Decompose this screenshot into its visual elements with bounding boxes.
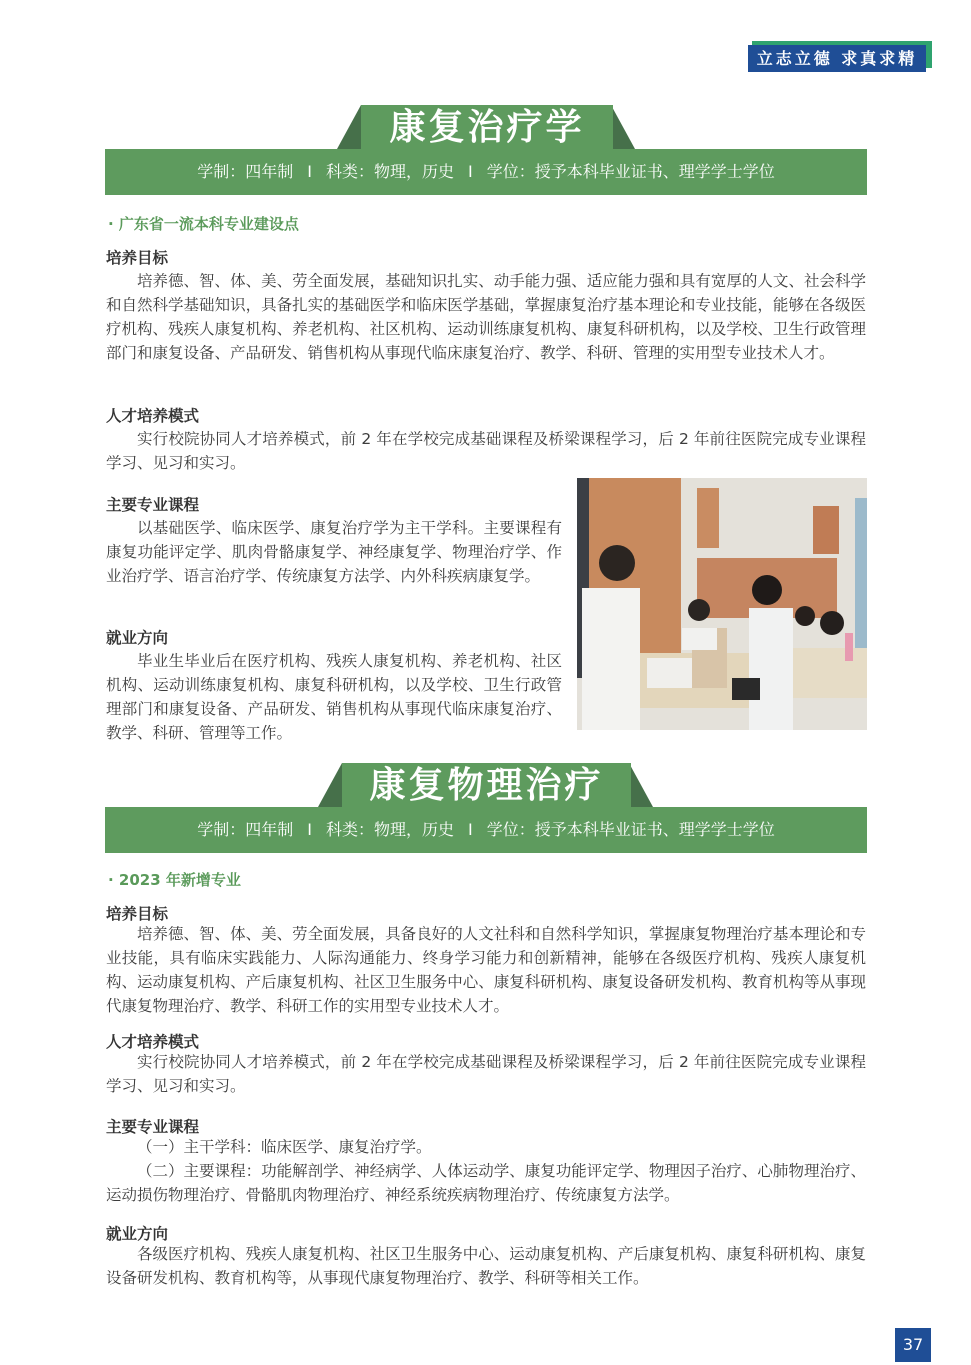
section-badge: · 广东省一流本科专业建设点 xyxy=(108,215,299,233)
block-heading: 人才培养模式 xyxy=(106,407,200,425)
page-number: 37 xyxy=(895,1328,931,1362)
classroom-photo xyxy=(577,478,867,730)
title-tab-left-fold xyxy=(337,105,361,149)
block-heading: 就业方向 xyxy=(106,1225,169,1243)
block-heading: 培养目标 xyxy=(106,249,169,267)
block-text: 各级医疗机构、残疾人康复机构、社区卫生服务中心、运动康复机构、产后康复机构、康复科研机构、康复设备研发机构、教育机构等，从事现代康复物理治疗、教学、科研等相关工作。 xyxy=(106,1245,866,1287)
info-separator: I xyxy=(307,820,312,839)
motto-banner: 立志立德 求真求精 xyxy=(748,45,926,72)
block-text: 培养德、智、体、美、劳全面发展，具备良好的人文社科和自然科学知识，掌握康复物理治疗基本理论和专业技能，具有临床实践能力、人际沟通能力、终身学习能力和创新精神，能够在各级医疗机构、残疾人康复机构、运动康复机构、产后康复机构、社区卫生服务中心、康复科研机构、康复设备研发机构、教育机构等从事现代康复物理治疗、教学、科研工作的实用型专业技术人才。 xyxy=(106,925,866,1015)
title-tab-left-fold xyxy=(318,763,342,807)
section-title: 康复物理治疗 xyxy=(342,763,631,807)
info-duration: 学制：四年制 xyxy=(197,820,294,839)
info-duration: 学制：四年制 xyxy=(197,162,294,181)
section-badge: · 2023 年新增专业 xyxy=(108,871,241,889)
block-heading: 培养目标 xyxy=(106,905,169,923)
block-text: 实行校院协同人才培养模式，前 2 年在学校完成基础课程及桥梁课程学习，后 2 年前往医院完成专业课程学习、见习和实习。 xyxy=(106,1053,866,1095)
block-heading: 主要专业课程 xyxy=(106,1118,200,1136)
block-text: 培养德、智、体、美、劳全面发展，基础知识扎实、动手能力强、适应能力强和具有宽厚的人文、社会科学和自然科学基础知识，具备扎实的基础医学和临床医学基础，掌握康复治疗基本理论和专业技能，能够在各级医疗机构、残疾人康复机构、养老机构、社区机构、运动训练康复机构、康复科研机构，以及学校、卫生行政管理部门和康复设备、产品研发、销售机构从事现代临床康复治疗、教学、科研、管理的实用型专业技术人才。 xyxy=(106,272,866,362)
info-subjects: 科类：物理，历史 xyxy=(325,820,454,839)
block-heading: 就业方向 xyxy=(106,629,169,647)
block-text: 毕业生毕业后在医疗机构、残疾人康复机构、养老机构、社区机构、运动训练康复机构、康复科研机构，以及学校、卫生行政管理部门和康复设备、产品研发、销售机构从事现代临床康复治疗、教学、科研、管理等工作。 xyxy=(106,652,562,742)
block-heading: 主要专业课程 xyxy=(106,496,200,514)
info-subjects: 科类：物理，历史 xyxy=(325,162,454,181)
info-bar xyxy=(105,149,867,195)
block-text-main-courses: （二）主要课程：功能解剖学、神经病学、人体运动学、康复功能评定学、物理因子治疗、心肺物理治疗、运动损伤物理治疗、骨骼肌肉物理治疗、神经系统疾病物理治疗、传统康复方法学。 xyxy=(106,1162,866,1204)
block-text: 实行校院协同人才培养模式，前 2 年在学校完成基础课程及桥梁课程学习，后 2 年前往医院完成专业课程学习、见习和实习。 xyxy=(106,430,866,472)
photo-illustration xyxy=(577,478,867,730)
info-separator: I xyxy=(468,162,473,181)
info-degree: 学位：授予本科毕业证书、理学学士学位 xyxy=(486,162,775,181)
block-text-main-subjects: （一）主干学科：临床医学、康复治疗学。 xyxy=(137,1138,432,1156)
title-tab-right-fold xyxy=(629,763,653,807)
block-text: 以基础医学、临床医学、康复治疗学为主干学科。主要课程有康复功能评定学、肌肉骨骼康复学、神经康复学、物理治疗学、作业治疗学、语言治疗学、传统康复方法学、内外科疾病康复学。 xyxy=(106,519,562,585)
title-tab-right-fold xyxy=(611,105,635,149)
info-separator: I xyxy=(468,820,473,839)
info-degree: 学位：授予本科毕业证书、理学学士学位 xyxy=(486,820,775,839)
info-separator: I xyxy=(307,162,312,181)
block-heading: 人才培养模式 xyxy=(106,1033,200,1051)
info-bar xyxy=(105,807,867,853)
section-title: 康复治疗学 xyxy=(361,105,613,149)
